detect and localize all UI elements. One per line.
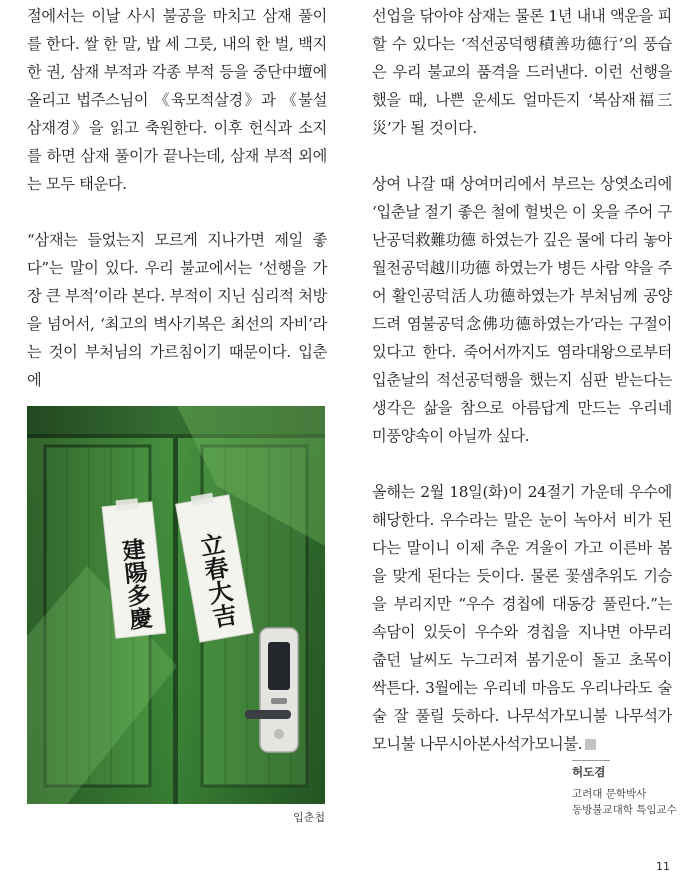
left-text-column xyxy=(27,2,327,394)
right-paragraph-3 xyxy=(372,478,672,758)
right-paragraph-3-text: 올해는 2월 18일(화)이 24절기 가운데 우수에 해당한다. 우수라는 말은 눈이 녹아서 비가 된다는 말이니 이제 추운 겨울이 가고 이른바 봄을 맞게 된다는 듯이다. 물론 꽃샘추위도 기승을 부리지만 “우수 경칩에 대동강 풀린다.”는 속담이 있듯이 우수와 경칩을 지나면 아무리 춥던 날씨도 누그러져 봄기운이 돌고 초목이 싹튼다. 3월에는 우리네 마음도 우리나라도 술술 잘 풀릴 듯하다. 나무석가모니불 나무석가모니불 나무시아본사석가모니불. xyxy=(372,483,672,753)
right-paper-text: 立春大吉 xyxy=(193,530,240,631)
end-mark-icon xyxy=(585,739,596,750)
left-paper-text: 建陽多慶 xyxy=(117,536,154,632)
author-name: 허도겸 xyxy=(572,760,610,782)
right-paragraph-1: 선업을 닦아야 삼재는 물론 1년 내내 액운을 피할 수 있다는 ‘적선공덕행積善功德行’의 풍습은 우리 불교의 품격을 드러낸다. 이런 선행을 했을 때, 나쁜 운세도 얼마든지 ‘복삼재福三災’가 될 것이다. xyxy=(372,7,672,137)
author-block xyxy=(572,760,677,818)
left-paragraph-1: 절에서는 이날 사시 불공을 마치고 삼재 풀이를 한다. 쌀 한 말, 밥 세 그릇, 내의 한 벌, 백지 한 권, 삼재 부적과 각종 부적 등을 중단中壇에 올리고 법주스님이 《육모적살경》과 《불설삼재경》을 읽고 축원한다. 이후 헌식과 소지를 하면 삼재 풀이가 끝나는데, 삼재 부적 외에는 모두 태운다. xyxy=(27,7,327,193)
page-number: 11 xyxy=(656,860,670,873)
ipchun-door-photo xyxy=(27,406,325,804)
author-title-2: 동방불교대학 특임교수 xyxy=(572,804,677,816)
right-paragraph-2: 상여 나갈 때 상여머리에서 부르는 상엿소리에 ‘입춘날 절기 좋은 철에 헐벗은 이 옷을 주어 구난공덕救難功德 하였는가 깊은 물에 다리 놓아 월천공덕越川功德 하였는가 병든 사람 약을 주어 활인공덕活人功德하였는가 부처님께 공양드려 염불공덕念佛功德하였는가’라는 구절이 있다고 한다. 죽어서까지도 염라대왕으로부터 입춘날의 적선공덕행을 했는지 심판 받는다는 생각은 삶을 참으로 아름답게 만드는 우리네 미풍양속이 아닐까 싶다. xyxy=(372,175,672,445)
right-text-column xyxy=(372,2,672,758)
photo-caption: 입춘첩 xyxy=(293,811,325,824)
author-title-1: 고려대 문학박사 xyxy=(572,788,647,800)
left-paragraph-2: “삼재는 들었는지 모르게 지나가면 제일 좋다”는 말이 있다. 우리 불교에서는 ‘선행을 가장 큰 부적’이라 본다. 부적이 지닌 심리적 처방을 넘어서, ‘최고의 벽사기복은 최선의 자비’라는 것이 부처님의 가르침이기 때문이다. 입춘에 xyxy=(27,231,327,389)
door-illustration xyxy=(27,406,325,804)
